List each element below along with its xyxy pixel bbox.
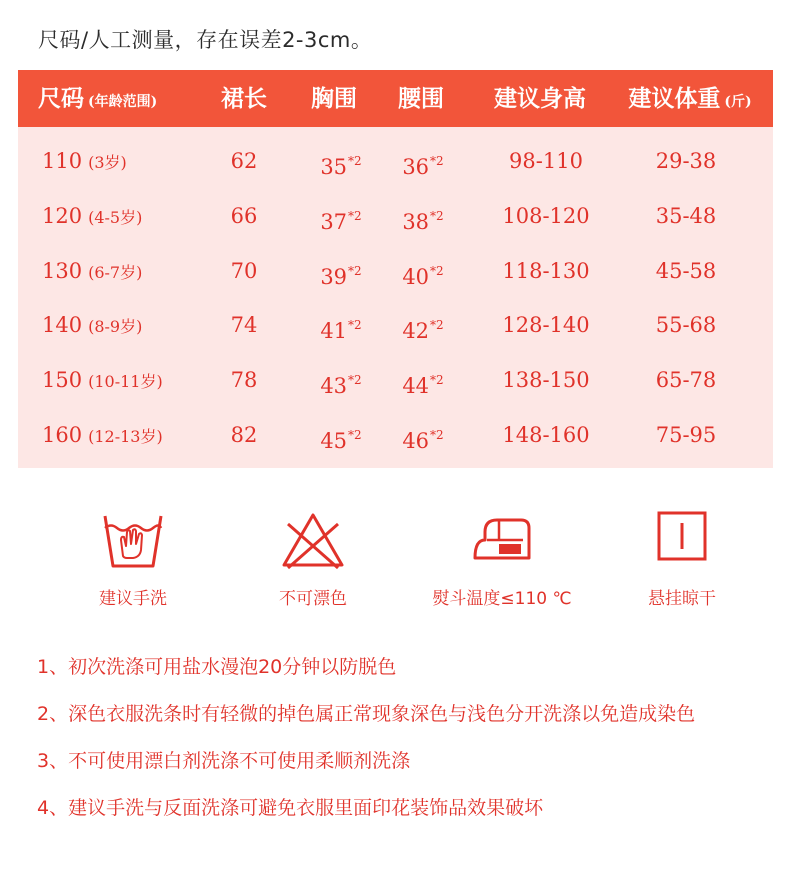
- header-chest: 胸围: [311, 85, 357, 112]
- header-size-sub: (年龄范围): [88, 94, 158, 110]
- cell-skirt-length: 82: [230, 423, 258, 447]
- cell-age: (8-9岁): [88, 317, 143, 336]
- no-bleach-icon: [278, 510, 348, 570]
- table-row: [18, 408, 773, 463]
- cell-weight: 35-48: [655, 204, 717, 228]
- table-row: [18, 353, 773, 408]
- cell-chest: 37$^{*2}$: [320, 209, 362, 234]
- header-weight-unit: (斤): [724, 94, 752, 110]
- cell-waist: 38$^{*2}$: [402, 209, 444, 234]
- cell-size: 140 (8-9岁): [42, 313, 143, 337]
- table-row: [18, 244, 773, 299]
- header-skirt-length: 裙长: [221, 85, 267, 112]
- cell-skirt-length: 66: [230, 204, 258, 228]
- care-hand-wash: [53, 510, 213, 609]
- cell-size: 150 (10-11岁): [42, 368, 163, 392]
- cell-size: 110 (3岁): [42, 149, 127, 173]
- header-height: 建议身高: [494, 85, 586, 112]
- cell-height: 118-130: [502, 259, 590, 283]
- cell-waist: 42$^{*2}$: [402, 318, 444, 343]
- cell-weight: 75-95: [655, 423, 717, 447]
- cell-chest: 35$^{*2}$: [320, 154, 362, 179]
- cell-age: (4-5岁): [88, 208, 143, 227]
- cell-weight: 45-58: [655, 259, 717, 283]
- cell-height: 108-120: [502, 204, 590, 228]
- cell-skirt-length: 78: [230, 368, 258, 392]
- size-chart-table: [18, 70, 773, 468]
- cell-waist: 40$^{*2}$: [402, 264, 444, 289]
- table-row: [18, 189, 773, 244]
- cell-height: 148-160: [502, 423, 590, 447]
- care-no-bleach: [233, 510, 393, 609]
- note-item: 3、不可使用漂白剂洗涤不可使用柔顺剂洗涤: [37, 750, 411, 772]
- cell-chest: 45$^{*2}$: [320, 428, 362, 453]
- cell-size: 160 (12-13岁): [42, 423, 163, 447]
- care-label: 熨斗温度≤110 ℃: [432, 589, 572, 609]
- hand-wash-icon: [101, 510, 165, 570]
- note-item: 1、初次洗涤可用盐水漫泡20分钟以防脱色: [37, 656, 397, 678]
- care-notes-list: [37, 650, 777, 838]
- cell-waist: 44$^{*2}$: [402, 373, 444, 398]
- care-label: 悬挂晾干: [648, 589, 716, 609]
- measurement-note: 尺码/人工测量，存在误差2-3cm。: [38, 28, 373, 52]
- cell-age: (12-13岁): [88, 427, 163, 446]
- cell-weight: 65-78: [655, 368, 717, 392]
- iron-icon: [471, 510, 533, 570]
- note-item: 4、建议手洗与反面洗涤可避免衣服里面印花装饰品效果破坏: [37, 797, 544, 819]
- cell-skirt-length: 62: [230, 149, 258, 173]
- cell-weight: 55-68: [655, 313, 717, 337]
- hang-dry-icon: [656, 510, 708, 562]
- care-iron: [422, 510, 582, 609]
- cell-skirt-length: 74: [230, 313, 258, 337]
- cell-height: 138-150: [502, 368, 590, 392]
- note-item: 2、深色衣服洗条时有轻微的掉色属正常现象深色与浅色分开洗涤以免造成染色: [37, 703, 696, 725]
- cell-chest: 41$^{*2}$: [320, 318, 362, 343]
- cell-waist: 36$^{*2}$: [402, 154, 444, 179]
- header-waist: 腰围: [398, 85, 444, 112]
- header-weight: 建议体重 (斤): [628, 85, 752, 112]
- care-label: 不可漂色: [279, 589, 347, 609]
- table-header-row: [18, 70, 773, 127]
- table-body: [18, 127, 773, 468]
- cell-age: (3岁): [88, 153, 127, 172]
- cell-height: 98-110: [509, 149, 583, 173]
- care-label: 建议手洗: [99, 589, 167, 609]
- table-row: [18, 298, 773, 353]
- cell-age: (6-7岁): [88, 263, 143, 282]
- cell-size: 130 (6-7岁): [42, 259, 143, 283]
- cell-skirt-length: 70: [230, 259, 258, 283]
- cell-age: (10-11岁): [88, 372, 163, 391]
- cell-waist: 46$^{*2}$: [402, 428, 444, 453]
- cell-chest: 39$^{*2}$: [320, 264, 362, 289]
- cell-size: 120 (4-5岁): [42, 204, 143, 228]
- cell-height: 128-140: [502, 313, 590, 337]
- header-size: 尺码 (年龄范围): [38, 85, 158, 112]
- cell-weight: 29-38: [655, 149, 717, 173]
- cell-chest: 43$^{*2}$: [320, 373, 362, 398]
- table-row: [18, 134, 773, 189]
- care-hang-dry: [602, 510, 762, 609]
